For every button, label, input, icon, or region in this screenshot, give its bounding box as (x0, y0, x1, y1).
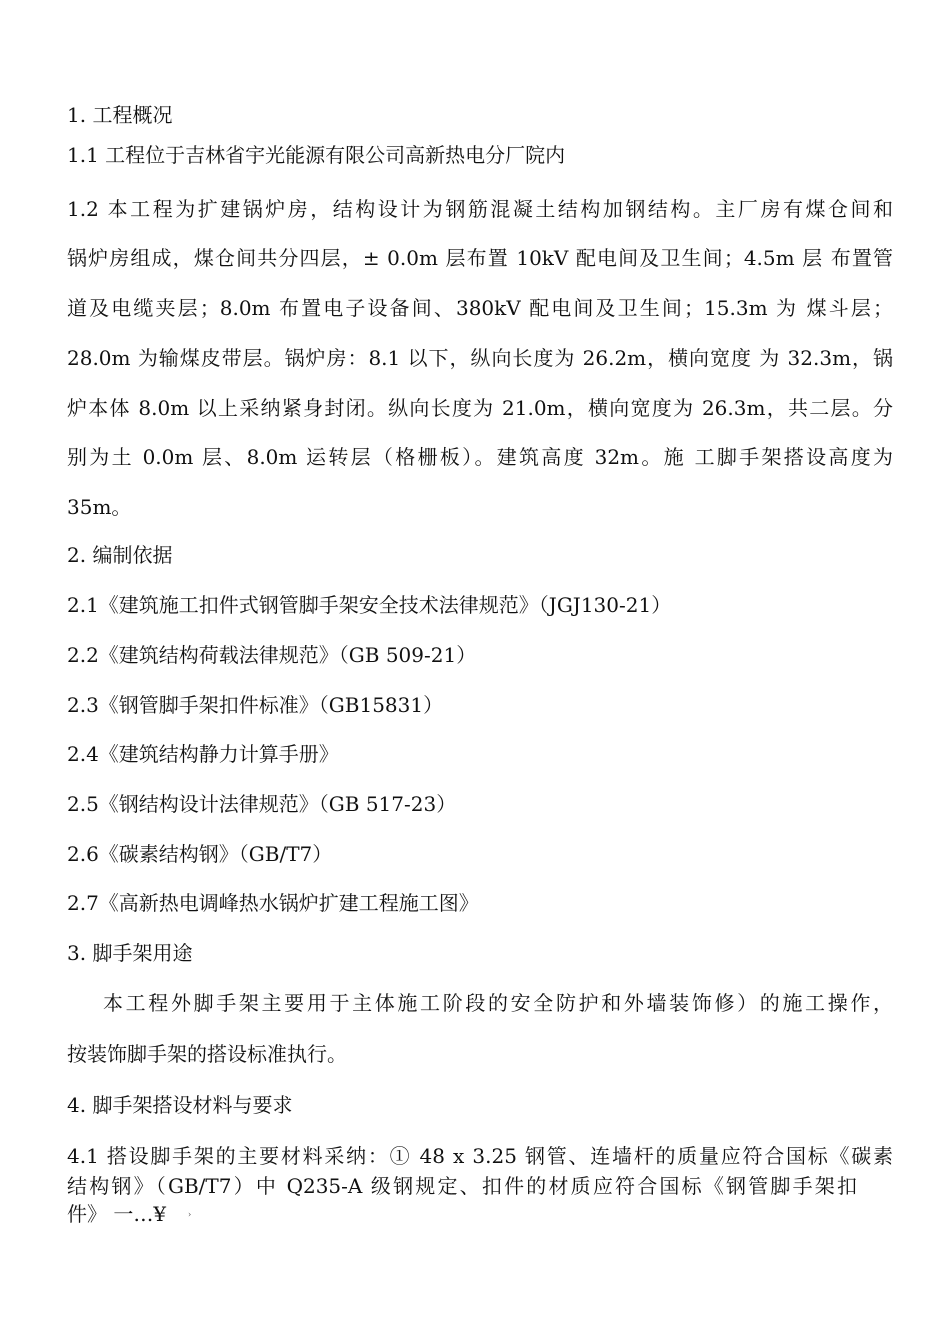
reference-2-2: 2.2《建筑结构荷载法律规范》（GB 509-21） (67, 643, 477, 667)
paragraph-4-1-line-2: 结构钢》（GB/T7）中 Q235-A 级钢规定、扣件的材质应符合国标《钢管脚手架扣 (67, 1174, 857, 1198)
section-heading-4: 4. 脚手架搭设材料与要求 (67, 1093, 293, 1117)
paragraph-1-2-line-4: 28.0m 为输煤皮带层。锅炉房：8.1 以下，纵向长度为 26.2m，横向宽度 为 32.3m，锅 (67, 346, 893, 370)
paragraph-1-2-line-6: 别为土 0.0m 层、8.0m 运转层（格栅板）。建筑高度 32m。施 工脚手架搭设高度为 (67, 445, 893, 469)
section-heading-1: 1. 工程概况 (67, 103, 173, 127)
paragraph-1-2-line-5: 炉本体 8.0m 以上采纳紧身封闭。纵向长度为 21.0m，横向宽度为 26.3m，共二层。分 (67, 396, 893, 420)
paragraph-4-1-line-1: 4.1 搭设脚手架的主要材料采纳：① 48 x 3.25 钢管、连墙杆的质量应符合国标《碳素 (67, 1144, 893, 1168)
reference-2-4: 2.4《建筑结构静力计算手册》 (67, 742, 339, 766)
reference-2-7: 2.7《高新热电调峰热水锅炉扩建工程施工图》 (67, 891, 479, 915)
stray-mark: › (188, 1210, 192, 1219)
paragraph-3-line-2: 按装饰脚手架的搭设标准执行。 (67, 1042, 347, 1066)
reference-2-3: 2.3《钢管脚手架扣件标准》（GB15831） (67, 693, 444, 717)
reference-2-1: 2.1《建筑施工扣件式钢管脚手架安全技术法律规范》（JGJ130-21） (67, 593, 672, 617)
reference-2-5: 2.5《钢结构设计法律规范》（GB 517-23） (67, 792, 457, 816)
paragraph-1-2-line-2: 锅炉房组成，煤仓间共分四层，± 0.0m 层布置 10kV 配电间及卫生间；4.5m 层 布置管 (67, 246, 893, 270)
paragraph-1-2-line-3: 道及电缆夹层；8.0m 布置电子设备间、380kV 配电间及卫生间；15.3m 为 煤斗层； (67, 296, 893, 320)
paragraph-1-1: 1.1 工程位于吉林省宇光能源有限公司高新热电分厂院内 (67, 143, 566, 167)
paragraph-4-1-line-3: 件》 一…¥ (67, 1202, 167, 1226)
reference-2-6: 2.6《碳素结构钢》（GB/T7） (67, 842, 333, 866)
paragraph-1-2-line-1: 1.2 本工程为扩建锅炉房，结构设计为钢筋混凝土结构加钢结构。主厂房有煤仓间和 (67, 197, 893, 221)
paragraph-3-line-1: 本工程外脚手架主要用于主体施工阶段的安全防护和外墙装饰修）的施工操作， (103, 991, 893, 1015)
paragraph-1-2-line-7: 35m。 (67, 495, 132, 519)
section-heading-2: 2. 编制依据 (67, 543, 173, 567)
section-heading-3: 3. 脚手架用途 (67, 941, 193, 965)
